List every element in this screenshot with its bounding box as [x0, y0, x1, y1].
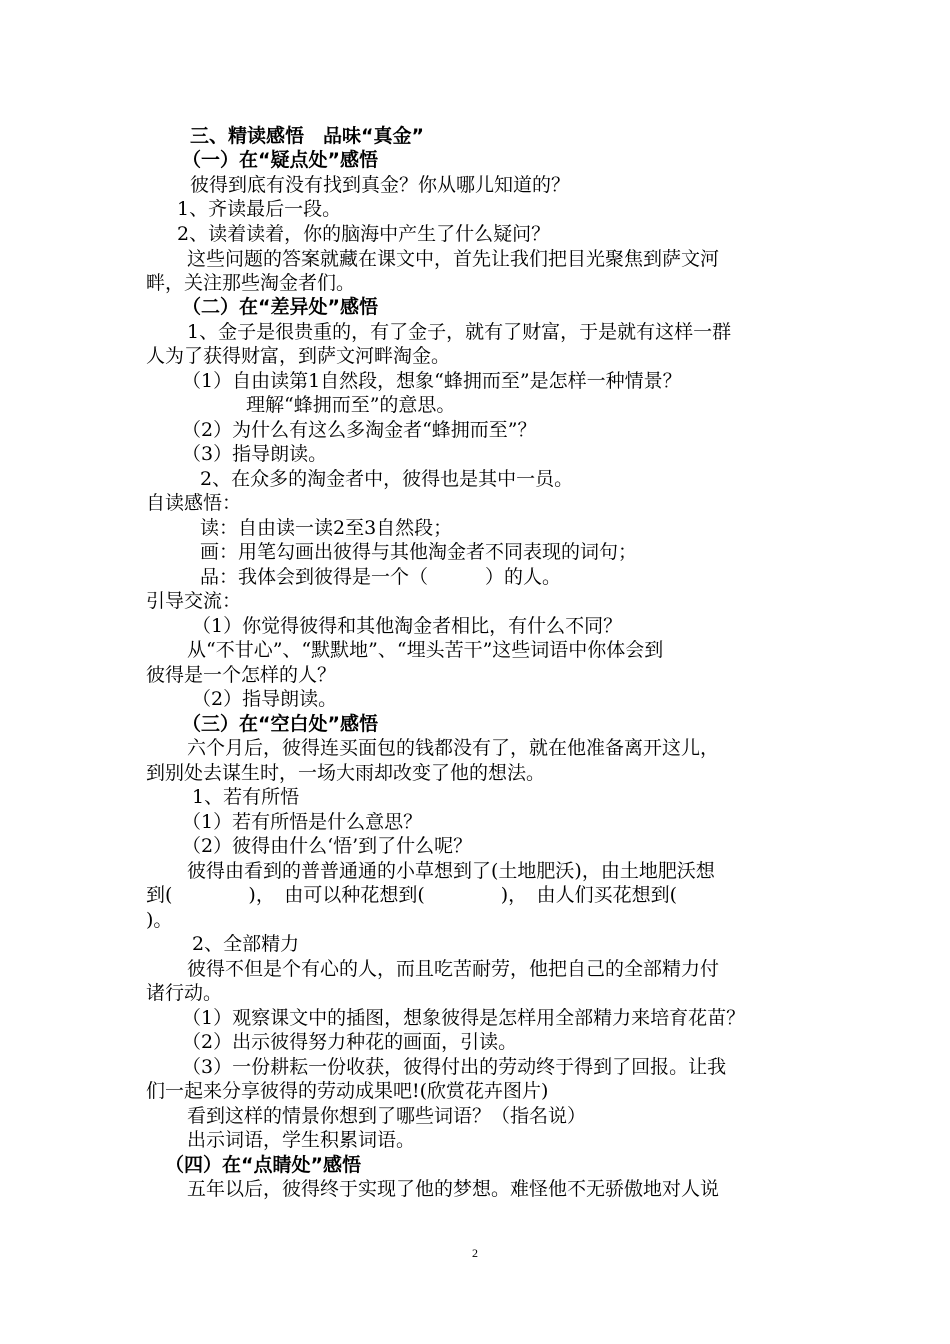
paragraph-line: 2、在众多的淘金者中，彼得也是其中一员。 — [200, 468, 574, 490]
paragraph-line: )。 — [146, 909, 173, 931]
page-number: 2 — [472, 1246, 478, 1260]
paragraph-line: （3）一份耕耘一份收获，彼得付出的劳动终于得到了回报。让我 — [182, 1056, 727, 1078]
paragraph-line: 畔，关注那些淘金者们。 — [146, 272, 356, 294]
paragraph-line: 诸行动。 — [146, 982, 223, 1004]
paragraph-line: 六个月后，彼得连买面包的钱都没有了，就在他准备离开这儿， — [187, 737, 720, 759]
paragraph-line: 出示词语，学生积累词语。 — [187, 1129, 416, 1151]
subsection-heading: （一）在“疑点处”感悟 — [182, 149, 378, 171]
paragraph-line: 彼得是一个怎样的人？ — [146, 664, 337, 686]
paragraph-line: 理解“蜂拥而至”的意思。 — [246, 394, 456, 416]
paragraph-line: （1）若有所悟是什么意思？ — [182, 811, 423, 833]
paragraph-line: 画：用笔勾画出彼得与其他淘金者不同表现的词句； — [200, 541, 638, 563]
paragraph-line: 彼得由看到的普普通通的小草想到了(土地肥沃)，由土地肥沃想 — [187, 860, 715, 882]
paragraph-line: 1、齐读最后一段。 — [177, 198, 342, 220]
paragraph-line: （2）为什么有这么多淘金者“蜂拥而至”？ — [182, 419, 537, 441]
paragraph-line: 看到这样的情景你想到了哪些词语？（指名说） — [187, 1105, 587, 1127]
paragraph-line: 们一起来分享彼得的劳动成果吧!(欣赏花卉图片) — [146, 1080, 549, 1102]
paragraph-line: （1）你觉得彼得和其他淘金者相比，有什么不同？ — [192, 615, 623, 637]
subsection-heading: （三）在“空白处”感悟 — [182, 713, 378, 735]
paragraph-line: （1）观察课文中的插图，想象彼得是怎样用全部精力来培育花苗？ — [182, 1007, 746, 1029]
paragraph-line: 从“不甘心”、“默默地”、“埋头苦干”这些词语中你体会到 — [187, 639, 664, 661]
paragraph-line: 2、读着读着，你的脑海中产生了什么疑问？ — [177, 223, 551, 245]
paragraph-line: 人为了获得财富，到萨文河畔淘金。 — [146, 345, 451, 367]
paragraph-line: （2）彼得由什么‘悟’到了什么呢？ — [182, 835, 473, 857]
paragraph-line: 彼得不但是个有心的人，而且吃苦耐劳，他把自己的全部精力付 — [187, 958, 720, 980]
subsection-heading: （四）在“点睛处”感悟 — [165, 1154, 361, 1176]
paragraph-line: （3）指导朗读。 — [182, 443, 328, 465]
paragraph-line: 2、全部精力 — [192, 933, 300, 955]
subsection-heading: （二）在“差异处”感悟 — [182, 296, 378, 318]
paragraph-line: 自读感悟： — [146, 492, 242, 514]
paragraph-line: （1）自由读第1自然段，想象“蜂拥而至”是怎样一种情景？ — [182, 370, 682, 392]
paragraph-line: 引导交流： — [146, 590, 242, 612]
paragraph-line: 读：自由读一读2至3自然段； — [200, 517, 453, 539]
paragraph-line: （2）出示彼得努力种花的画面，引读。 — [182, 1031, 518, 1053]
paragraph-line: 品：我体会到彼得是一个（ ）的人。 — [200, 566, 562, 588]
paragraph-line: 到( )， 由可以种花想到( )， 由人们买花想到( — [146, 884, 678, 906]
paragraph-line: 彼得到底有没有找到真金？你从哪儿知道的？ — [190, 174, 571, 196]
paragraph-line: 1、金子是很贵重的，有了金子，就有了财富，于是就有这样一群 — [187, 321, 732, 343]
paragraph-line: （2）指导朗读。 — [192, 688, 338, 710]
paragraph-line: 这些问题的答案就藏在课文中，首先让我们把目光聚焦到萨文河 — [187, 248, 720, 270]
section-heading: 三、精读感悟 品味“真金” — [190, 125, 424, 147]
paragraph-line: 到别处去谋生时，一场大雨却改变了他的想法。 — [146, 762, 546, 784]
paragraph-line: 五年以后，彼得终于实现了他的梦想。难怪他不无骄傲地对人说 — [187, 1178, 720, 1200]
paragraph-line: 1、若有所悟 — [192, 786, 300, 808]
